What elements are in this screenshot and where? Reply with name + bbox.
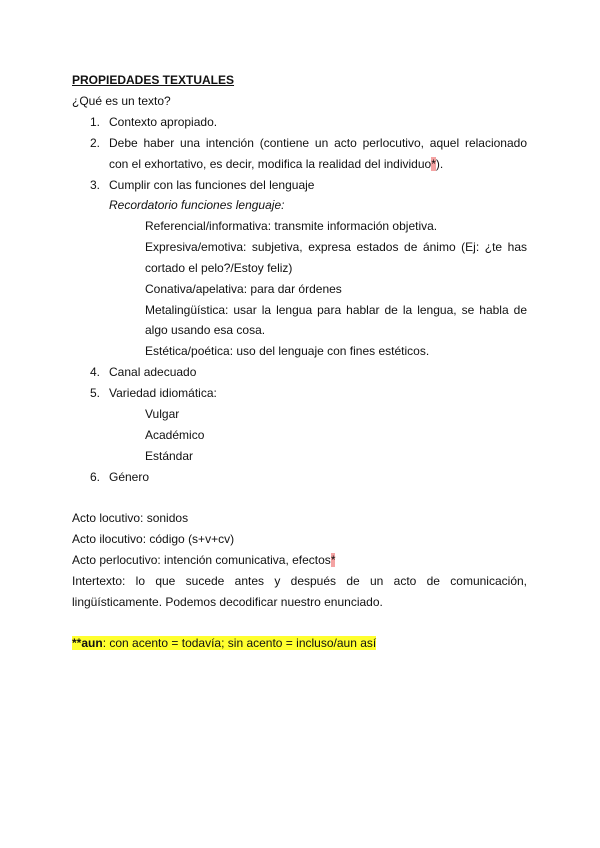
variety-item: Vulgar [145,407,180,421]
list-text-line2-post: ). [435,157,444,171]
act-ilocutivo: Acto ilocutivo: código (s+v+cv) [72,532,235,546]
function-referencial: Referencial/informativa: transmite información objetiva. [145,219,438,233]
note-prefix: **aun [72,636,103,650]
variety-item: Académico [145,428,205,442]
page-title: PROPIEDADES TEXTUALES [72,73,235,87]
comment-mark: * [330,553,336,567]
list-text: Género [109,470,150,484]
comment-mark: * [431,157,436,171]
function-conativa: Conativa/apelativa: para dar órdenes [145,282,342,296]
intertexto-line1: Intertexto: lo que sucede antes y después de un acto de comunicación, [72,574,527,588]
list-number: 4. [89,365,100,379]
act-locutivo: Acto locutivo: sonidos [72,511,189,525]
function-meta-line1: Metalingüística: usar la lengua para hablar de la lengua, se habla de [145,303,527,317]
reminder-label: Recordatorio funciones lenguaje: [109,198,285,212]
list-text: Variedad idiomática: [109,386,217,400]
question-line: ¿Qué es un texto? [72,94,171,108]
list-number: 2. [89,136,100,150]
highlighted-note [72,635,376,651]
function-expresiva-line1: Expresiva/emotiva: subjetiva, expresa estados de ánimo (Ej: ¿te has [145,240,527,254]
list-number: 1. [89,115,100,129]
act-perlocutivo [72,552,335,568]
function-meta-line2: algo usando esa cosa. [145,323,266,337]
variety-item: Estándar [145,449,194,463]
list-text: Canal adecuado [109,365,197,379]
list-text: Cumplir con las funciones del lenguaje [109,178,315,192]
list-number: 6. [89,470,100,484]
list-text-line2 [109,156,443,172]
note-text: : con acento = todavía; sin acento = incluso/aun así [102,636,377,650]
act-perlocutivo-text: Acto perlocutivo: intención comunicativa, efectos [72,553,331,567]
list-text-line1: Debe haber una intención (contiene un acto perlocutivo, aquel relacionado [109,136,527,150]
intertexto-line2: lingüísticamente. Podemos decodificar nuestro enunciado. [72,595,383,609]
list-number: 3. [89,178,100,192]
list-text-line2-pre: con el exhortativo, es decir, modifica la realidad del individuo [109,157,432,171]
list-text: Contexto apropiado. [109,115,218,129]
list-number: 5. [89,386,100,400]
function-estetica: Estética/poética: uso del lenguaje con fines estéticos. [145,344,430,358]
function-expresiva-line2: cortado el pelo?/Estoy feliz) [145,261,293,275]
